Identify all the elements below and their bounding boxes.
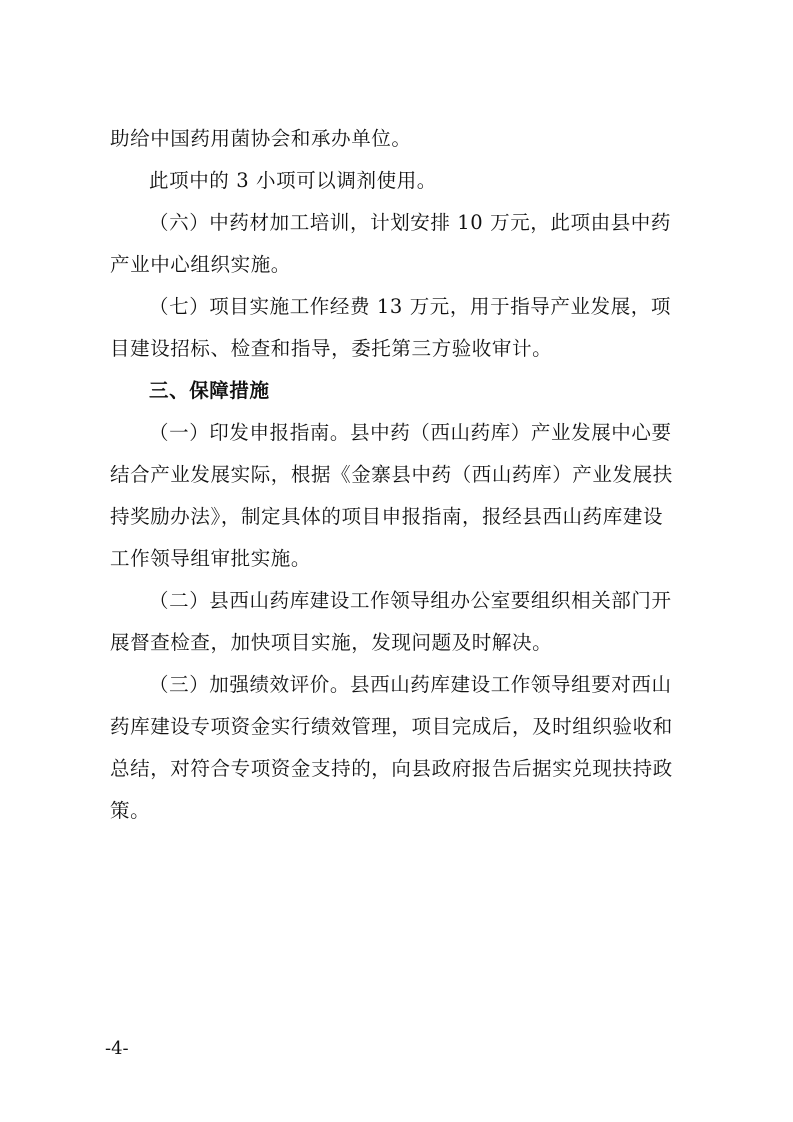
- body-line: （七）项目实施工作经费 13 万元，用于指导产业发展，项: [149, 295, 672, 318]
- body-line: 工作领导组审批实施。: [110, 547, 312, 570]
- body-line: 此项中的 3 小项可以调剂使用。: [149, 169, 437, 192]
- body-line: 药库建设专项资金实行绩效管理，项目完成后，及时组织验收和: [110, 715, 673, 738]
- document-body: [110, 118, 706, 832]
- body-line: 策。: [110, 799, 151, 822]
- body-line: 总结，对符合专项资金支持的，向县政府报告后据实兑现扶持政: [110, 757, 673, 780]
- body-line: 产业中心组织实施。: [110, 253, 291, 276]
- body-line: （三）加强绩效评价。县西山药库建设工作领导组要对西山: [149, 673, 672, 696]
- page-number: -4-: [105, 1038, 129, 1059]
- body-line: （一）印发申报指南。县中药（西山药库）产业发展中心要: [149, 421, 672, 444]
- section-heading: 三、保障措施: [149, 379, 270, 402]
- body-line: 目建设招标、检查和指导，委托第三方验收审计。: [110, 337, 553, 360]
- body-line: （二）县西山药库建设工作领导组办公室要组织相关部门开: [149, 589, 672, 612]
- body-line: 助给中国药用菌协会和承办单位。: [110, 127, 412, 150]
- body-line: 结合产业发展实际，根据《金寨县中药（西山药库）产业发展扶: [110, 463, 673, 486]
- body-line: 持奖励办法》，制定具体的项目申报指南，报经县西山药库建设: [110, 505, 664, 528]
- body-line: （六）中药材加工培训，计划安排 10 万元，此项由县中药: [149, 211, 672, 234]
- body-line: 展督查检查，加快项目实施，发现问题及时解决。: [110, 631, 553, 654]
